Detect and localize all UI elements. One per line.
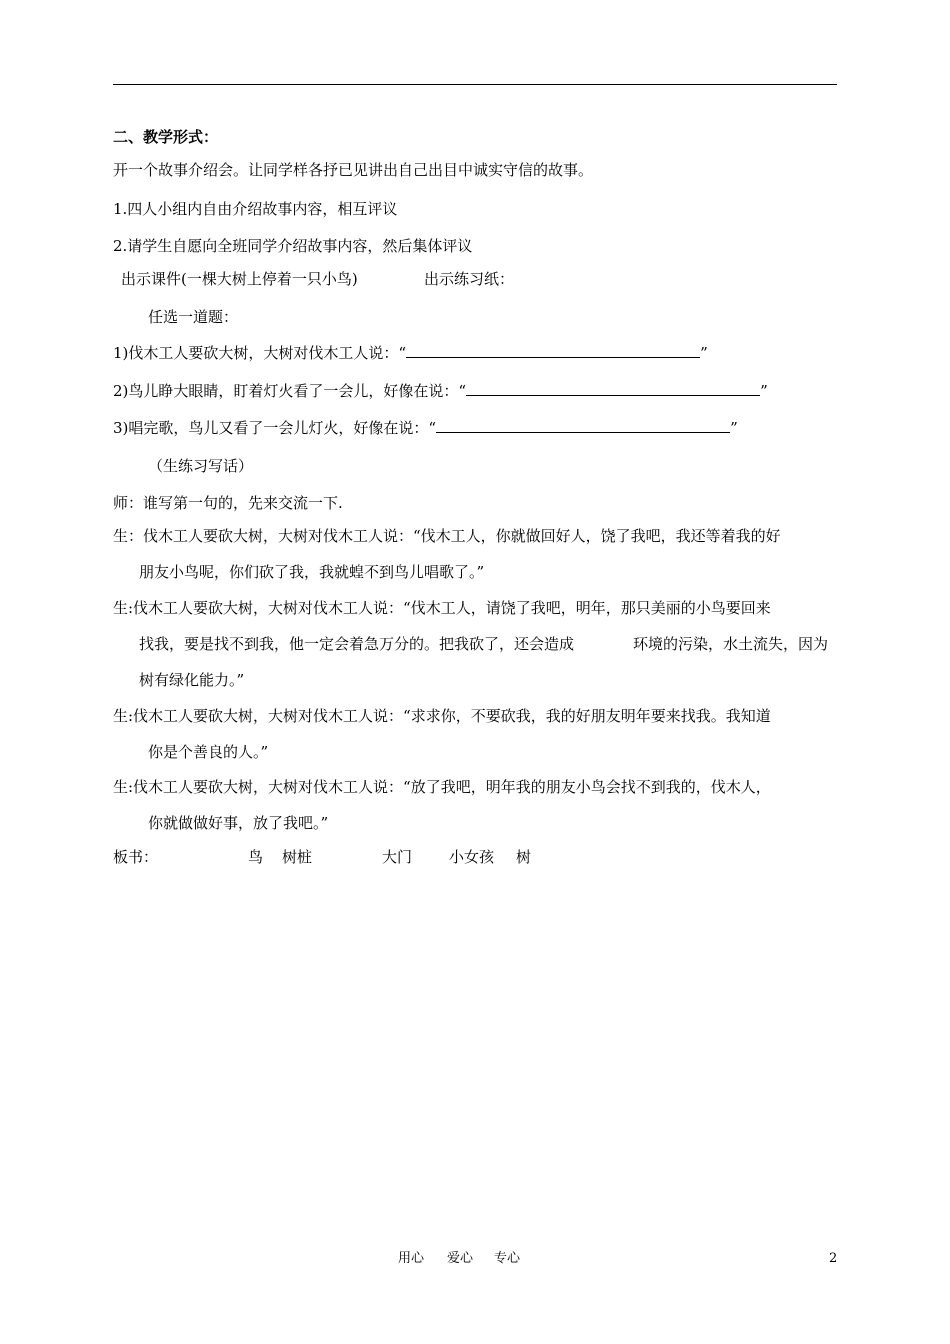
student-answer-3-line-1: 生:伐木工人要砍大树，大树对伐木工人说：“求求你，不要砍我，我的好朋友明年要来找我。我知道 — [113, 707, 771, 725]
student-answer-4-line-2: 你就做做好事，放了我吧。” — [148, 814, 329, 832]
practice-note: （生练习写话） — [148, 457, 254, 475]
board-label: 板书： — [113, 848, 159, 866]
exercise-2-close: ” — [760, 382, 768, 400]
courseware-slide: 出示课件(一棵大树上停着一只小鸟) — [121, 270, 358, 288]
student-answer-2-line-1: 生:伐木工人要砍大树，大树对伐木工人说：“伐木工人，请饶了我吧，明年，那只美丽的小鸟要回来 — [113, 599, 771, 617]
exercise-3 — [113, 418, 738, 438]
footer-motto-2: 爱心 — [447, 1251, 474, 1266]
choose-prompt: 任选一道题： — [148, 308, 239, 326]
student-answer-2-line-2b: 环境的污染，水土流失，因为 — [633, 635, 829, 653]
student-answer-1-line-2: 朋友小鸟呢，你们砍了我，我就蝗不到鸟儿唱歌了。” — [139, 563, 485, 581]
exercise-1 — [113, 343, 708, 363]
exercise-3-text: 3)唱完歌，鸟儿又看了一会儿灯火，好像在说：“ — [113, 419, 437, 437]
student-answer-4-line-1: 生:伐木工人要砍大树，大树对伐木工人说：“放了我吧，明年我的朋友小鸟会找不到我的，伐木人， — [113, 778, 771, 796]
page-number: 2 — [829, 1251, 838, 1266]
step-2: 2.请学生自愿向全班同学介绍故事内容，然后集体评议 — [113, 237, 473, 255]
answer-blank — [406, 343, 700, 358]
student-answer-2-line-3: 树有绿化能力。” — [139, 671, 245, 689]
exercise-2 — [113, 381, 768, 401]
answer-blank — [436, 418, 730, 433]
exercise-2-text: 2)鸟儿睁大眼睛，盯着灯火看了一会儿，好像在说：“ — [113, 382, 467, 400]
footer-motto-3: 专心 — [494, 1251, 521, 1266]
student-answer-3-line-2: 你是个善良的人。” — [148, 743, 269, 761]
header-rule — [113, 84, 837, 85]
student-answer-2-line-2a: 找我，要是找不到我，他一定会着急万分的。把我砍了，还会造成 — [139, 635, 575, 653]
student-answer-1-line-1: 生：伐木工人要砍大树，大树对伐木工人说：“伐木工人，你就做回好人，饶了我吧，我还等着我的好 — [113, 527, 781, 545]
teacher-line: 师：谁写第一句的，先来交流一下. — [113, 494, 343, 512]
intro-paragraph: 开一个故事介绍会。让同学样各抒已见讲出自己出目中诚实守信的故事。 — [113, 161, 594, 179]
board-item: 树 — [516, 848, 532, 866]
board-item: 大门 — [382, 848, 413, 866]
courseware-paper: 出示练习纸： — [424, 270, 515, 288]
board-item: 鸟 — [248, 848, 264, 866]
exercise-3-close: ” — [730, 419, 738, 437]
board-item: 树桩 — [282, 848, 313, 866]
footer-motto-1: 用心 — [398, 1251, 425, 1266]
exercise-1-text: 1)伐木工人要砍大树，大树对伐木工人说：“ — [113, 344, 407, 362]
exercise-1-close: ” — [700, 344, 708, 362]
answer-blank — [466, 381, 760, 396]
board-item: 小女孩 — [449, 848, 495, 866]
step-1: 1.四人小组内自由介绍故事内容，相互评议 — [113, 200, 398, 218]
section-heading: 二、教学形式： — [113, 128, 219, 146]
